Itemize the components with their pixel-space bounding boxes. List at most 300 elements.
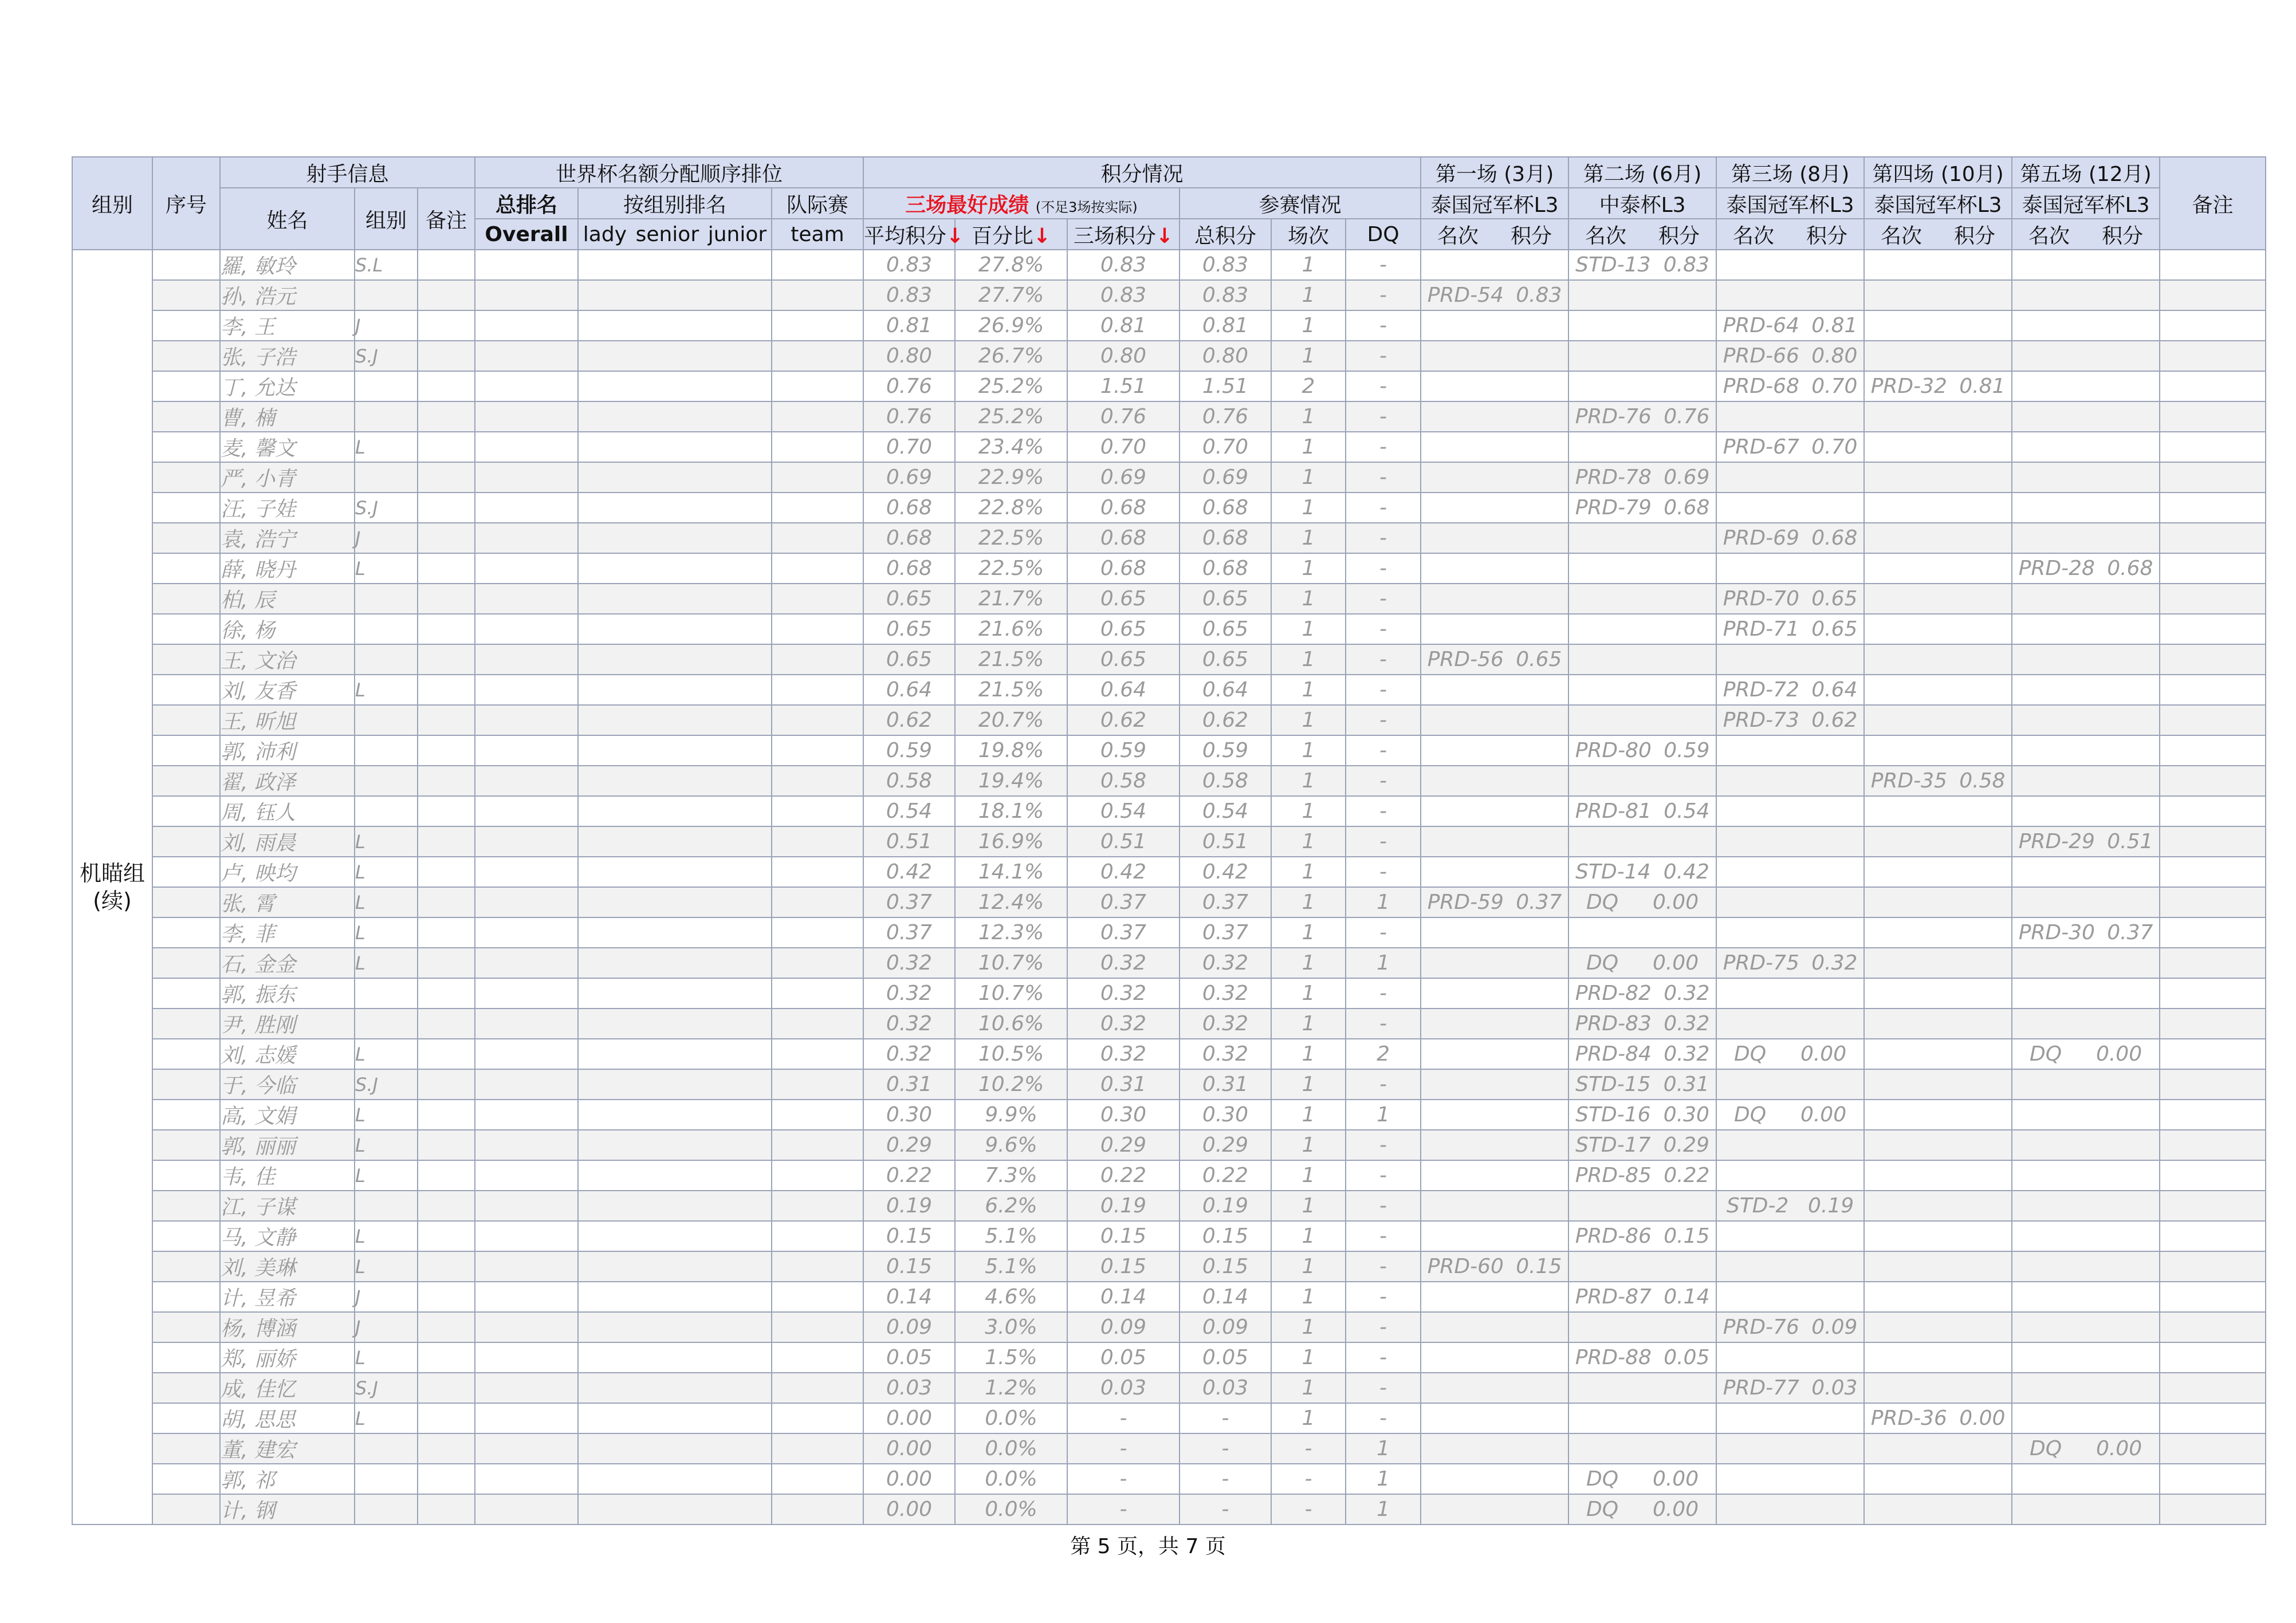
- shooter-remark: [418, 1342, 475, 1373]
- pct-points: 16.9%: [955, 826, 1067, 857]
- group-rank: [578, 1373, 772, 1403]
- team-rank: [772, 1069, 863, 1100]
- dq-count: -: [1346, 523, 1421, 553]
- match-score: 0.00: [1959, 1407, 2006, 1430]
- shooter-name: 杨, 博涵: [220, 1312, 355, 1342]
- match-1-result: [1421, 371, 1568, 401]
- seq-cell: [152, 1191, 220, 1221]
- match-2-result: [1568, 1039, 1716, 1069]
- match-score: 0.22: [1664, 1164, 1710, 1187]
- match-4-result: [1864, 523, 2012, 553]
- match-3-result: [1716, 1039, 1864, 1069]
- match-3-result: [1716, 766, 1864, 796]
- match-4-result: [1864, 1251, 2012, 1282]
- match-5-result: [2012, 917, 2160, 948]
- match-4-result: [1864, 644, 2012, 675]
- shooter-name: 马, 文静: [220, 1221, 355, 1251]
- shooter-category: L: [355, 1100, 418, 1130]
- table-row: [72, 766, 2266, 796]
- header-match-3-sub: 名次 积分: [1716, 219, 1864, 250]
- event-count: 1: [1271, 705, 1346, 735]
- match-2-result: [1568, 1160, 1716, 1191]
- shooter-remark: [418, 1251, 475, 1282]
- row-remark: [2160, 462, 2266, 493]
- shooter-category: J: [355, 523, 418, 553]
- avg-points: 0.83: [863, 250, 955, 280]
- match-1-result: [1421, 917, 1568, 948]
- seq-cell: [152, 978, 220, 1009]
- match-3-result: [1716, 978, 1864, 1009]
- pct-points: 10.2%: [955, 1069, 1067, 1100]
- match-rank: PRD-28: [2018, 557, 2095, 580]
- header-shooter-info: 射手信息: [220, 157, 475, 188]
- group-rank: [578, 250, 772, 280]
- three-points: 0.37: [1067, 887, 1180, 917]
- match-2-result: [1568, 371, 1716, 401]
- pct-points: 21.5%: [955, 644, 1067, 675]
- seq-cell: [152, 553, 220, 584]
- shooter-name: 张, 子浩: [220, 341, 355, 371]
- match-5-result: [2012, 1403, 2160, 1433]
- match-3-result: [1716, 1191, 1864, 1221]
- group-rank: [578, 1312, 772, 1342]
- match-rank: PRD-69: [1723, 526, 1799, 550]
- group-rank: [578, 766, 772, 796]
- three-points: 1.51: [1067, 371, 1180, 401]
- avg-points: 0.81: [863, 310, 955, 341]
- match-score: 0.32: [1664, 1012, 1710, 1035]
- header-match-2-title: 第二场 (6月): [1568, 157, 1716, 188]
- shooter-category: S.L: [355, 250, 418, 280]
- pct-points: 6.2%: [955, 1191, 1067, 1221]
- three-points: 0.30: [1067, 1100, 1180, 1130]
- dq-count: -: [1346, 978, 1421, 1009]
- row-remark: [2160, 766, 2266, 796]
- avg-points: 0.09: [863, 1312, 955, 1342]
- match-4-result: [1864, 462, 2012, 493]
- event-count: 1: [1271, 735, 1346, 766]
- avg-points: 0.80: [863, 341, 955, 371]
- dq-count: -: [1346, 644, 1421, 675]
- shooter-remark: [418, 1191, 475, 1221]
- avg-points: 0.32: [863, 948, 955, 978]
- pct-points: 25.2%: [955, 401, 1067, 432]
- match-1-result: [1421, 341, 1568, 371]
- avg-points: 0.29: [863, 1130, 955, 1160]
- event-count: 1: [1271, 1342, 1346, 1373]
- avg-points: 0.65: [863, 584, 955, 614]
- seq-cell: [152, 1039, 220, 1069]
- shooter-category: [355, 462, 418, 493]
- match-4-result: [1864, 1282, 2012, 1312]
- match-1-result: [1421, 1312, 1568, 1342]
- header-three-pts: 三场积分↓: [1067, 219, 1180, 250]
- match-rank: PRD-64: [1723, 314, 1799, 337]
- shooter-category: L: [355, 1130, 418, 1160]
- total-points: 0.59: [1180, 735, 1271, 766]
- match-2-result: [1568, 705, 1716, 735]
- seq-cell: [152, 1009, 220, 1039]
- shooter-remark: [418, 432, 475, 462]
- row-remark: [2160, 1494, 2266, 1524]
- event-count: 1: [1271, 917, 1346, 948]
- match-2-result: [1568, 1130, 1716, 1160]
- table-row: [72, 978, 2266, 1009]
- three-points: -: [1067, 1403, 1180, 1433]
- match-3-result: [1716, 1464, 1864, 1494]
- dq-count: -: [1346, 796, 1421, 826]
- match-score: 0.00: [1652, 1498, 1699, 1521]
- match-score: 0.03: [1811, 1376, 1858, 1400]
- pct-points: 4.6%: [955, 1282, 1067, 1312]
- seq-cell: [152, 310, 220, 341]
- match-2-result: [1568, 1191, 1716, 1221]
- three-points: 0.62: [1067, 705, 1180, 735]
- match-5-result: [2012, 1039, 2160, 1069]
- match-1-result: [1421, 523, 1568, 553]
- seq-cell: [152, 1494, 220, 1524]
- avg-points: 0.68: [863, 493, 955, 523]
- total-points: 0.83: [1180, 250, 1271, 280]
- match-4-result: [1864, 1373, 2012, 1403]
- match-5-result: [2012, 1251, 2160, 1282]
- match-score: 0.65: [1811, 587, 1858, 610]
- match-4-result: [1864, 614, 2012, 644]
- match-4-result: [1864, 553, 2012, 584]
- match-4-result: [1864, 584, 2012, 614]
- match-5-result: [2012, 1221, 2160, 1251]
- event-count: 1: [1271, 1312, 1346, 1342]
- shooter-remark: [418, 584, 475, 614]
- header-match-3-event: 泰国冠军杯L3: [1716, 188, 1864, 219]
- seq-cell: [152, 523, 220, 553]
- shooter-name: 尹, 胜刚: [220, 1009, 355, 1039]
- overall-rank: [475, 1464, 578, 1494]
- event-count: 1: [1271, 1251, 1346, 1282]
- event-count: 1: [1271, 1221, 1346, 1251]
- table-row: [72, 1494, 2266, 1524]
- match-rank: STD-13: [1575, 253, 1651, 277]
- shooter-remark: [418, 826, 475, 857]
- table-row: [72, 432, 2266, 462]
- dq-count: -: [1346, 1373, 1421, 1403]
- shooter-category: L: [355, 1160, 418, 1191]
- shooter-category: [355, 1009, 418, 1039]
- match-4-result: [1864, 341, 2012, 371]
- shooter-category: S.J: [355, 493, 418, 523]
- match-5-result: [2012, 1464, 2160, 1494]
- team-rank: [772, 584, 863, 614]
- team-rank: [772, 250, 863, 280]
- pct-points: 18.1%: [955, 796, 1067, 826]
- shooter-remark: [418, 371, 475, 401]
- match-3-result: [1716, 310, 1864, 341]
- shooter-name: 丁, 允达: [220, 371, 355, 401]
- avg-points: 0.51: [863, 826, 955, 857]
- pct-points: 1.2%: [955, 1373, 1067, 1403]
- overall-rank: [475, 250, 578, 280]
- overall-rank: [475, 766, 578, 796]
- match-1-result: [1421, 796, 1568, 826]
- shooter-category: L: [355, 948, 418, 978]
- total-points: 0.19: [1180, 1191, 1271, 1221]
- seq-cell: [152, 280, 220, 310]
- match-2-result: [1568, 280, 1716, 310]
- overall-rank: [475, 705, 578, 735]
- match-2-result: [1568, 644, 1716, 675]
- three-points: 0.80: [1067, 341, 1180, 371]
- seq-cell: [152, 250, 220, 280]
- match-1-result: [1421, 1464, 1568, 1494]
- shooter-remark: [418, 735, 475, 766]
- row-remark: [2160, 735, 2266, 766]
- event-count: 1: [1271, 1039, 1346, 1069]
- team-rank: [772, 1464, 863, 1494]
- shooter-category: [355, 1433, 418, 1464]
- match-2-result: [1568, 1069, 1716, 1100]
- shooter-category: L: [355, 826, 418, 857]
- overall-rank: [475, 523, 578, 553]
- shooter-category: [355, 584, 418, 614]
- shooter-name: 刘, 友香: [220, 675, 355, 705]
- shooter-remark: [418, 1221, 475, 1251]
- team-rank: [772, 1009, 863, 1039]
- match-score: 0.62: [1811, 708, 1858, 732]
- avg-points: 0.32: [863, 1009, 955, 1039]
- match-score: 0.70: [1811, 375, 1858, 398]
- shooter-name: 王, 昕旭: [220, 705, 355, 735]
- match-4-result: [1864, 1403, 2012, 1433]
- row-remark: [2160, 310, 2266, 341]
- shooter-name: 卢, 映均: [220, 857, 355, 887]
- match-4-result: [1864, 826, 2012, 857]
- match-1-result: [1421, 1160, 1568, 1191]
- group-rank: [578, 1069, 772, 1100]
- match-5-result: [2012, 614, 2160, 644]
- match-rank: PRD-81: [1575, 799, 1652, 823]
- match-rank: DQ: [1586, 891, 1619, 914]
- shooter-category: L: [355, 1039, 418, 1069]
- header-match-1-event: 泰国冠军杯L3: [1421, 188, 1568, 219]
- pct-points: 20.7%: [955, 705, 1067, 735]
- match-4-result: [1864, 310, 2012, 341]
- match-score: 0.29: [1663, 1133, 1709, 1157]
- shooter-remark: [418, 1130, 475, 1160]
- overall-rank: [475, 1403, 578, 1433]
- match-score: 0.30: [1663, 1103, 1709, 1126]
- match-2-result: [1568, 826, 1716, 857]
- three-points: 0.69: [1067, 462, 1180, 493]
- group-rank: [578, 401, 772, 432]
- pct-points: 9.9%: [955, 1100, 1067, 1130]
- pct-points: 10.7%: [955, 948, 1067, 978]
- match-score: 0.58: [1959, 769, 2006, 793]
- dq-count: -: [1346, 917, 1421, 948]
- match-score: 0.68: [1664, 496, 1710, 519]
- seq-cell: [152, 1100, 220, 1130]
- team-rank: [772, 614, 863, 644]
- team-rank: [772, 1039, 863, 1069]
- overall-rank: [475, 1221, 578, 1251]
- row-remark: [2160, 371, 2266, 401]
- match-3-result: [1716, 826, 1864, 857]
- overall-rank: [475, 735, 578, 766]
- seq-cell: [152, 1373, 220, 1403]
- seq-cell: [152, 432, 220, 462]
- shooter-category: L: [355, 1221, 418, 1251]
- match-score: 0.14: [1664, 1285, 1710, 1309]
- pct-points: 27.7%: [955, 280, 1067, 310]
- match-5-result: [2012, 1282, 2160, 1312]
- table-row: [72, 796, 2266, 826]
- match-3-result: [1716, 1342, 1864, 1373]
- match-score: 0.15: [1664, 1224, 1710, 1248]
- pct-points: 22.5%: [955, 523, 1067, 553]
- team-rank: [772, 1433, 863, 1464]
- pct-points: 23.4%: [955, 432, 1067, 462]
- seq-cell: [152, 1282, 220, 1312]
- team-rank: [772, 1160, 863, 1191]
- seq-cell: [152, 917, 220, 948]
- match-4-result: [1864, 280, 2012, 310]
- overall-rank: [475, 1312, 578, 1342]
- shooter-remark: [418, 280, 475, 310]
- header-match-1-sub: 名次 积分: [1421, 219, 1568, 250]
- match-2-result: [1568, 250, 1716, 280]
- overall-rank: [475, 432, 578, 462]
- event-count: 1: [1271, 584, 1346, 614]
- pct-points: 22.8%: [955, 493, 1067, 523]
- header-match-4-event: 泰国冠军杯L3: [1864, 188, 2012, 219]
- table-row: [72, 1403, 2266, 1433]
- match-score: 0.00: [2096, 1042, 2142, 1066]
- seq-cell: [152, 1312, 220, 1342]
- match-3-result: [1716, 523, 1864, 553]
- row-remark: [2160, 1221, 2266, 1251]
- total-points: 0.37: [1180, 887, 1271, 917]
- match-2-result: [1568, 1221, 1716, 1251]
- team-rank: [772, 1312, 863, 1342]
- group-rank: [578, 644, 772, 675]
- group-rank: [578, 1191, 772, 1221]
- match-5-result: [2012, 796, 2160, 826]
- dq-count: 1: [1346, 1433, 1421, 1464]
- row-remark: [2160, 1039, 2266, 1069]
- total-points: 0.51: [1180, 826, 1271, 857]
- table-row: [72, 644, 2266, 675]
- match-4-result: [1864, 1100, 2012, 1130]
- table-row: [72, 614, 2266, 644]
- group-rank: [578, 1039, 772, 1069]
- shooter-remark: [418, 341, 475, 371]
- table-row: [72, 857, 2266, 887]
- match-1-result: [1421, 675, 1568, 705]
- match-rank: PRD-77: [1723, 1376, 1799, 1400]
- match-1-result: [1421, 432, 1568, 462]
- header-by-group-en: lady senior junior: [578, 219, 772, 250]
- group-rank: [578, 1100, 772, 1130]
- dq-count: -: [1346, 401, 1421, 432]
- row-remark: [2160, 705, 2266, 735]
- team-rank: [772, 401, 863, 432]
- shooter-remark: [418, 917, 475, 948]
- header-match-2-event: 中泰杯L3: [1568, 188, 1716, 219]
- row-remark: [2160, 614, 2266, 644]
- shooter-name: 高, 文娟: [220, 1100, 355, 1130]
- shooter-name: 石, 金金: [220, 948, 355, 978]
- shooter-name: 刘, 雨晨: [220, 826, 355, 857]
- header-overall-cn: 总排名: [475, 188, 578, 219]
- table-row: [72, 1221, 2266, 1251]
- avg-points: 0.76: [863, 371, 955, 401]
- avg-points: 0.32: [863, 978, 955, 1009]
- match-5-result: [2012, 826, 2160, 857]
- group-rank: [578, 1433, 772, 1464]
- avg-points: 0.05: [863, 1342, 955, 1373]
- shooter-remark: [418, 1069, 475, 1100]
- table-row: [72, 493, 2266, 523]
- shooter-remark: [418, 1373, 475, 1403]
- header-worldcup: 世界杯名额分配顺序排位: [475, 157, 863, 188]
- dq-count: -: [1346, 1221, 1421, 1251]
- row-remark: [2160, 280, 2266, 310]
- match-score: 0.32: [1811, 951, 1858, 975]
- three-points: 0.59: [1067, 735, 1180, 766]
- group-rank: [578, 371, 772, 401]
- match-2-result: [1568, 1433, 1716, 1464]
- match-3-result: [1716, 341, 1864, 371]
- match-rank: PRD-85: [1575, 1164, 1652, 1187]
- event-count: -: [1271, 1494, 1346, 1524]
- seq-cell: [152, 705, 220, 735]
- header-by-group-cn: 按组别排名: [578, 188, 772, 219]
- match-score: 0.00: [1652, 951, 1699, 975]
- shooter-name: 江, 子谋: [220, 1191, 355, 1221]
- match-2-result: [1568, 857, 1716, 887]
- shooter-category: J: [355, 1282, 418, 1312]
- match-3-result: [1716, 553, 1864, 584]
- table-row: [72, 735, 2266, 766]
- match-3-result: [1716, 250, 1864, 280]
- event-count: 1: [1271, 1130, 1346, 1160]
- dq-count: 1: [1346, 887, 1421, 917]
- total-points: 0.32: [1180, 1039, 1271, 1069]
- three-points: 0.32: [1067, 1039, 1180, 1069]
- shooter-category: [355, 978, 418, 1009]
- header-team-cn: 队际赛: [772, 188, 863, 219]
- seq-cell: [152, 1403, 220, 1433]
- team-rank: [772, 978, 863, 1009]
- seq-cell: [152, 1069, 220, 1100]
- match-1-result: [1421, 401, 1568, 432]
- table-row: [72, 1433, 2266, 1464]
- event-count: 1: [1271, 553, 1346, 584]
- shooter-category: [355, 766, 418, 796]
- pct-points: 0.0%: [955, 1464, 1067, 1494]
- match-5-result: [2012, 1342, 2160, 1373]
- shooter-name: 郑, 丽娇: [220, 1342, 355, 1373]
- match-1-result: [1421, 553, 1568, 584]
- match-score: 0.42: [1663, 860, 1709, 884]
- table-row: [72, 341, 2266, 371]
- dq-count: 1: [1346, 1494, 1421, 1524]
- event-count: 1: [1271, 796, 1346, 826]
- shooter-category: [355, 371, 418, 401]
- shooter-category: L: [355, 1403, 418, 1433]
- dq-count: 1: [1346, 1100, 1421, 1130]
- pct-points: 5.1%: [955, 1221, 1067, 1251]
- three-points: 0.58: [1067, 766, 1180, 796]
